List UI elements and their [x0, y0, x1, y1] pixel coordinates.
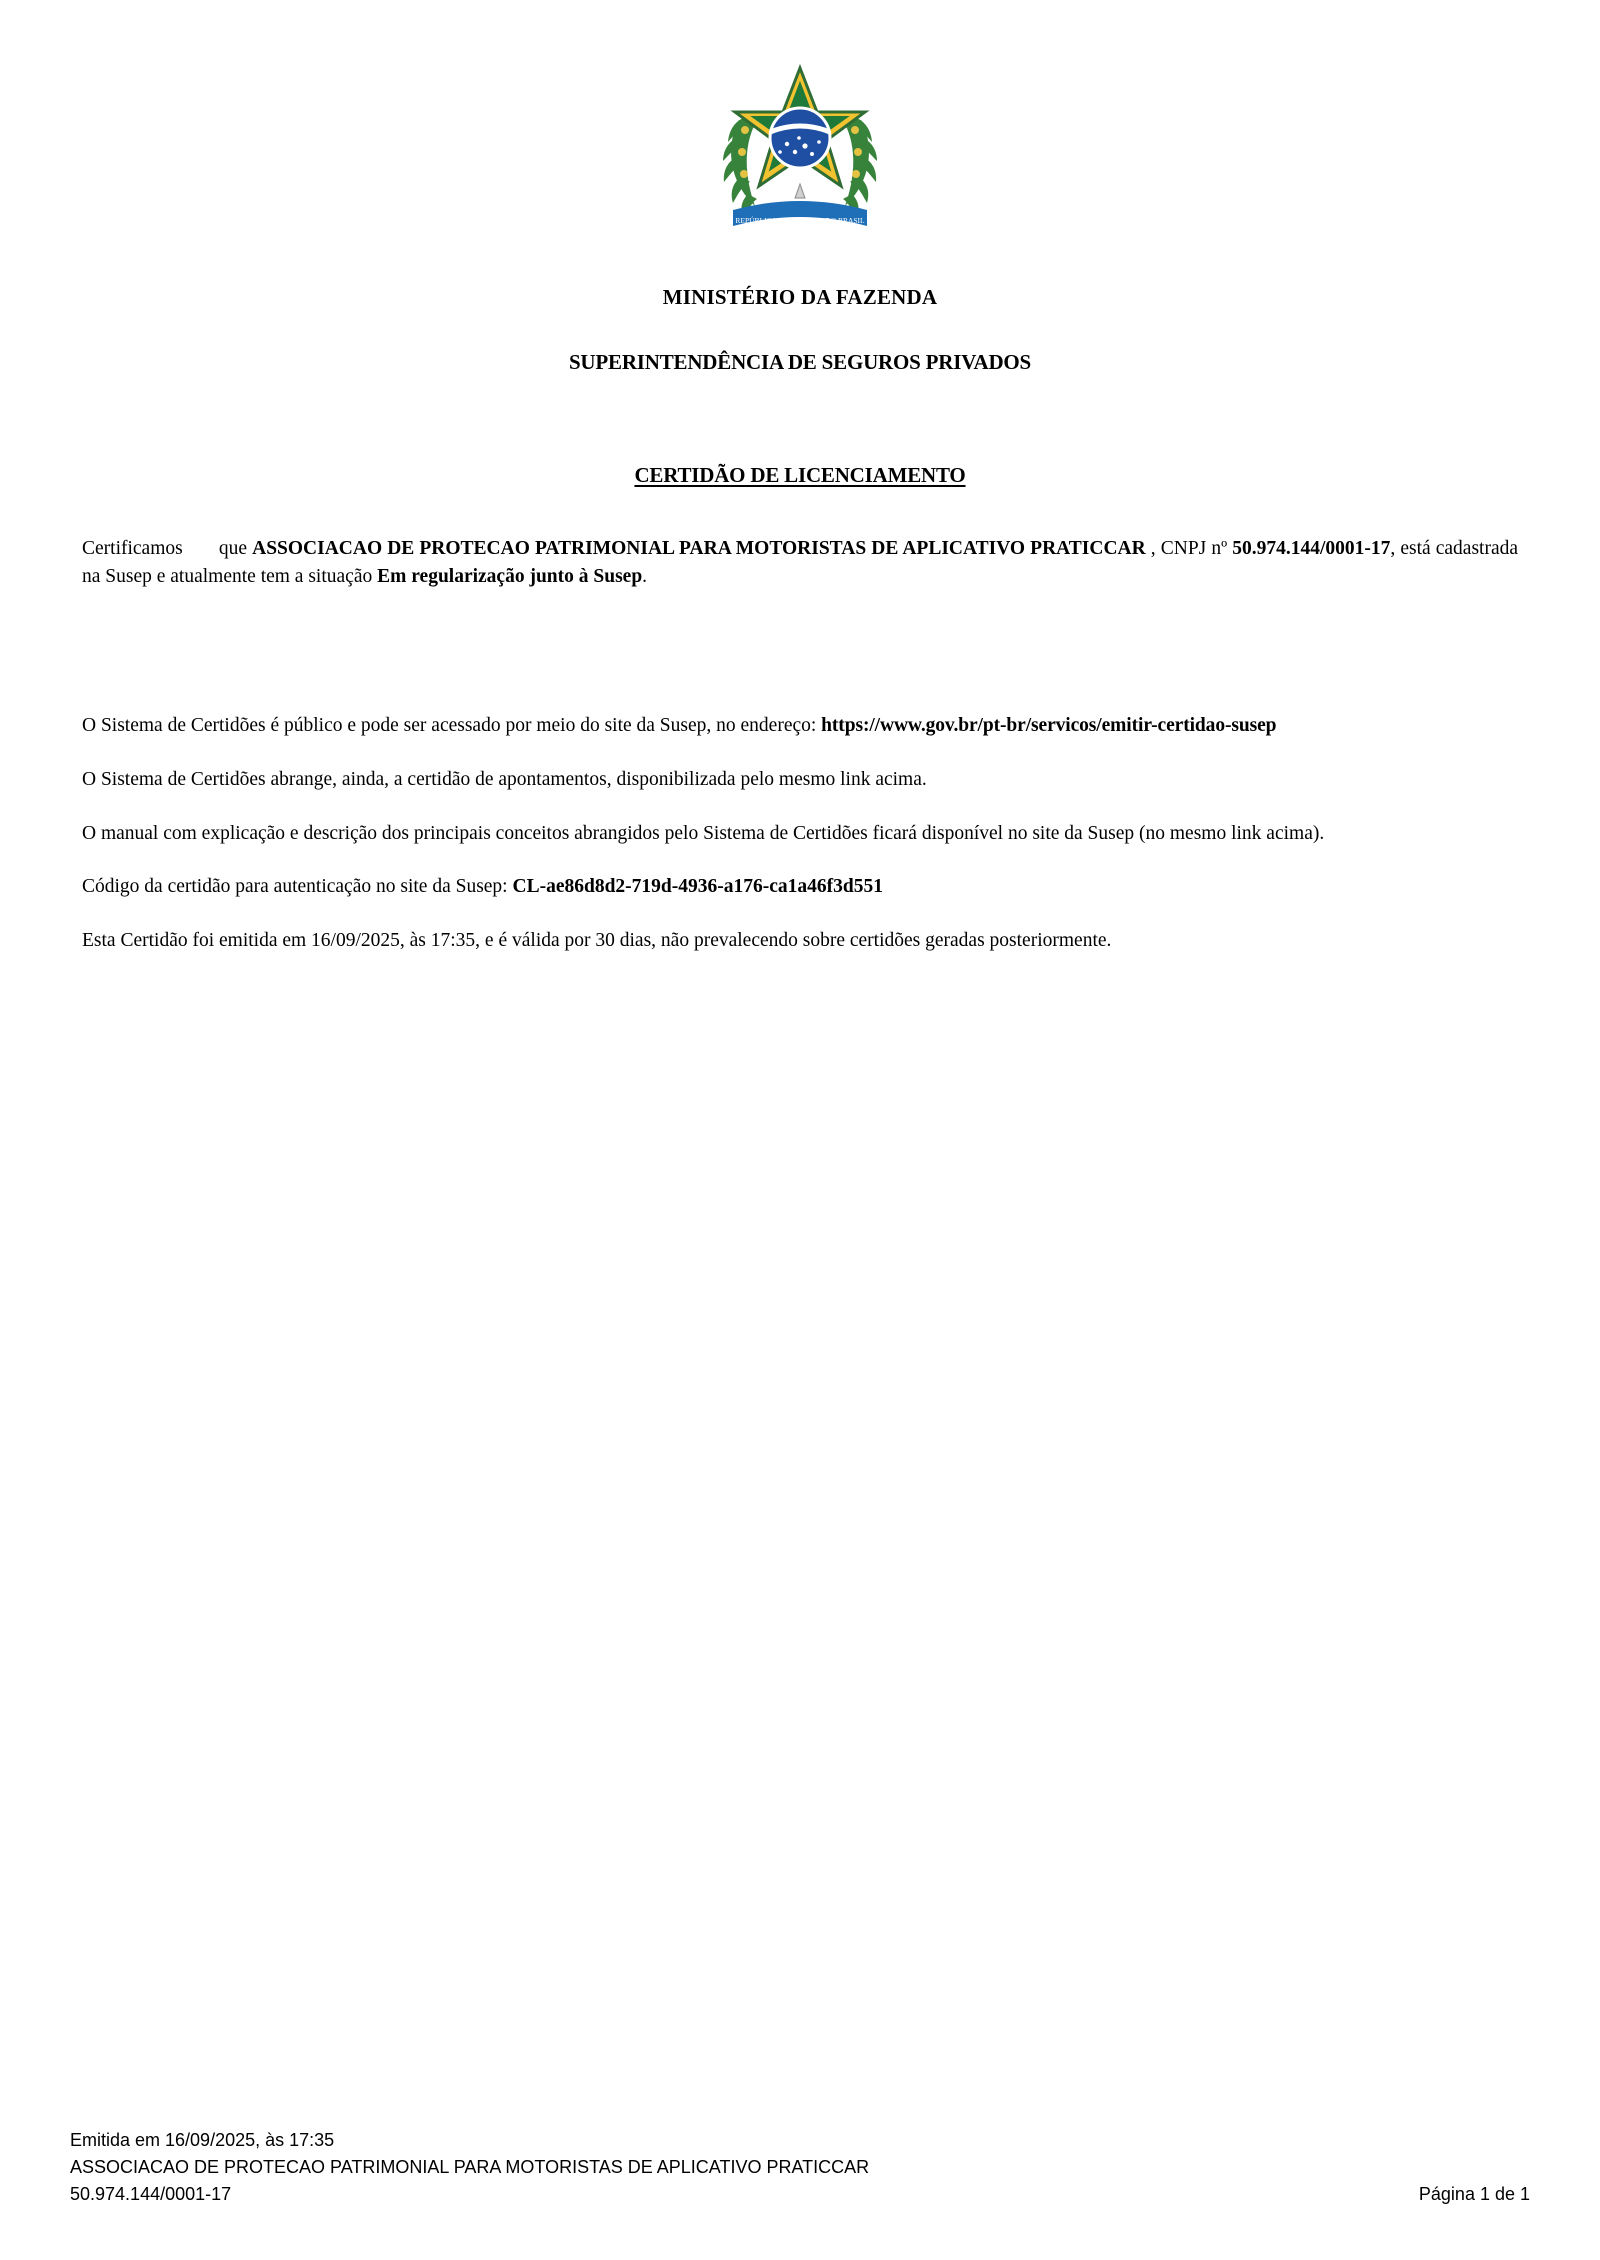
status-value: Em regularização junto à Susep — [377, 565, 643, 587]
footer-left — [70, 2127, 869, 2208]
code-label: Código da certidão para autenticação no site da Susep: — [82, 876, 508, 898]
footer-issued: Emitida em 16/09/2025, às 17:35 — [70, 2130, 335, 2150]
brasao-icon — [715, 60, 885, 250]
cnpj-value: 50.974.144/0001-17 — [1232, 538, 1391, 559]
page-title: CERTIDÃO DE LICENCIAMENTO — [634, 463, 966, 487]
certify-que: que — [218, 538, 248, 559]
brasao-ribbon-text: REPÚBLICA FEDERATIVA DO BRASIL — [735, 216, 865, 225]
authentication-code: CL-ae86d8d2-719d-4936-a176-ca1a46f3d551 — [512, 876, 883, 898]
footer-page-number: Página 1 de 1 — [1418, 2184, 1530, 2204]
footer-cnpj: 50.974.144/0001-17 — [70, 2184, 232, 2204]
status-prefix: , está cadastrada na Susep e atualmente tem a situação — [82, 538, 1519, 587]
status-suffix: . — [642, 565, 648, 587]
entity-name: ASSOCIACAO DE PROTECAO PATRIMONIAL PARA MOTORISTAS DE APLICATIVO PRATICCAR — [252, 538, 1146, 559]
susep-certidao-link[interactable]: https://www.gov.br/pt-br/servicos/emitir-certidao-susep — [821, 715, 1277, 737]
certify-prefix: Certificamos — [82, 538, 183, 559]
public-system-paragraph — [82, 712, 1518, 740]
document-header — [0, 285, 1600, 488]
document-body — [82, 535, 1518, 955]
manual-paragraph: O manual com explicação e descrição dos principais conceitos abrangidos pelo Sistema de Certidões ficará disponível no site da Susep (no mesmo link acima). — [82, 822, 1325, 844]
public-system-text: O Sistema de Certidões é público e pode ser acessado por meio do site da Susep, no endereço: — [82, 715, 817, 737]
code-paragraph — [82, 873, 1518, 901]
ministry-title: MINISTÉRIO DA FAZENDA — [662, 285, 938, 309]
footer-entity: ASSOCIACAO DE PROTECAO PATRIMONIAL PARA MOTORISTAS DE APLICATIVO PRATICCAR — [70, 2157, 870, 2177]
agency-title: SUPERINTENDÊNCIA DE SEGUROS PRIVADOS — [568, 350, 1032, 374]
certification-paragraph — [82, 535, 1518, 590]
info-block — [82, 712, 1518, 954]
validity-paragraph: Esta Certidão foi emitida em 16/09/2025, às 17:35, e é válida por 30 dias, não prevalecendo sobre certidões geradas posteriormente. — [82, 930, 1112, 952]
document-footer — [70, 2127, 1530, 2208]
cnpj-label: , CNPJ nº — [1150, 538, 1228, 559]
scope-paragraph: O Sistema de Certidões abrange, ainda, a certidão de apontamentos, disponibilizada pelo mesmo link acima. — [82, 769, 927, 791]
